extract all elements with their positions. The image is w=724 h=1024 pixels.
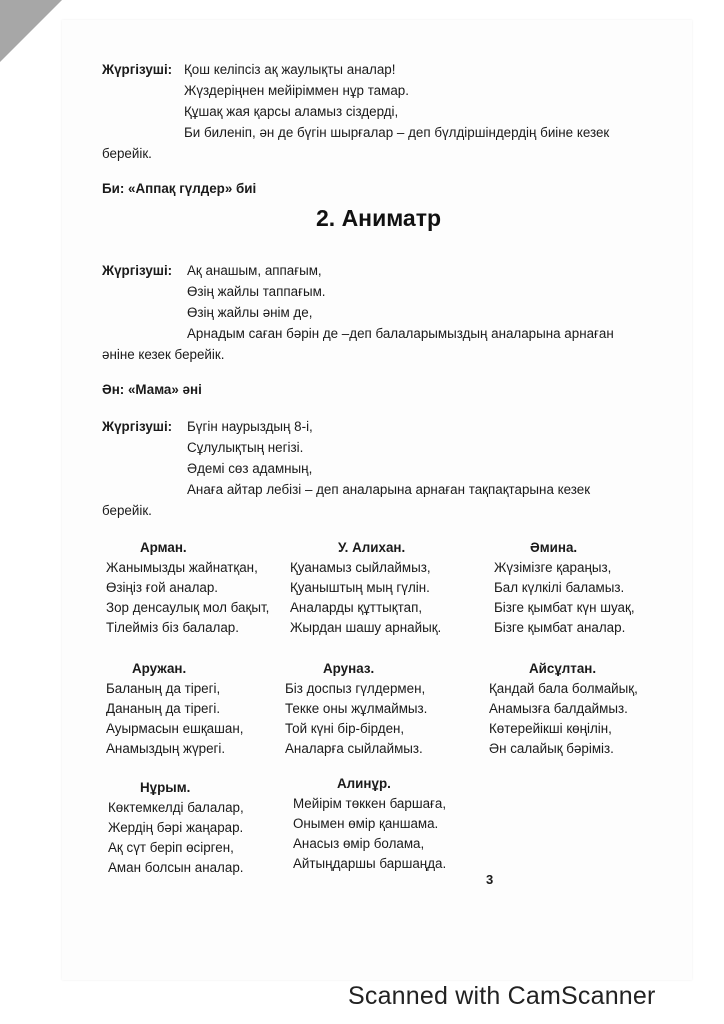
poem-line: Көктемкелді балалар, [108, 800, 244, 815]
host-line: Әдемі сөз адамның, [187, 461, 313, 476]
poem-author: Алинұр. [337, 776, 391, 791]
poem-line: Ақ сүт беріп өсірген, [108, 840, 234, 855]
poem-line: Тілейміз біз балалар. [106, 620, 239, 635]
poem-author: У. Алихан. [338, 540, 406, 555]
poem-line: Анасыз өмір болама, [293, 836, 425, 851]
host-line: Анаға айтар лебізі – деп аналарына арнаған тақпақтарына кезек [187, 482, 591, 497]
poem-arman [106, 538, 269, 638]
poem-line: Бізге қымбат аналар. [494, 620, 626, 635]
host-line: Қош келіпсіз ақ жаулықты аналар! [184, 62, 396, 77]
host-line: Арнадым саған бәрін де –деп балаларымыздың аналарына арнаған [187, 326, 614, 341]
host-line: Өзің жайлы әнім де, [187, 305, 313, 320]
host-label-3: Жүргізуші: [102, 419, 173, 434]
poem-aisultan [489, 659, 638, 759]
poem-line: Аман болсын аналар. [108, 860, 244, 875]
host-line: әніне кезек берейік. [102, 347, 225, 362]
host-line: Сұлулықтың негізі. [187, 440, 304, 455]
host-line: берейік. [102, 146, 152, 161]
poem-author: Аруназ. [323, 661, 375, 676]
poem-author: Нұрым. [140, 780, 191, 795]
poem-alikhan [290, 538, 441, 638]
poem-amina [494, 538, 635, 638]
poem-line: Қандай бала болмайық, [489, 681, 638, 696]
host-label-2: Жүргізуші: [102, 263, 173, 278]
poem-line: Бал күлкілі баламыз. [494, 580, 625, 595]
host-line: берейік. [102, 503, 152, 518]
poem-nurym [108, 778, 244, 878]
song-title: Ән: «Мама» әні [102, 382, 202, 397]
host-line: Ақ анашым, аппағым, [187, 263, 322, 278]
host-line: Өзің жайлы таппағым. [187, 284, 326, 299]
host-line: Би биленіп, ән де бүгін шырғалар – деп бүлдіршіндердің биіне кезек [184, 125, 610, 140]
section-heading: 2. Аниматр [316, 205, 442, 231]
poem-line: Өзіңіз ғой аналар. [106, 580, 219, 595]
poem-line: Жердің бәрі жаңарар. [108, 820, 244, 835]
poem-line: Аналарға сыйлаймыз. [285, 741, 423, 756]
poem-aruzhan [106, 659, 243, 759]
poem-line: Айтыңдаршы баршаңда. [293, 856, 447, 871]
poem-line: Анамыздың жүрегі. [106, 741, 226, 756]
poem-author: Әмина. [530, 540, 578, 555]
poem-alinur [293, 774, 446, 874]
poem-line: Ән салайық бәріміз. [489, 741, 614, 756]
poem-line: Текке оны жұлмаймыз. [285, 701, 428, 716]
host-line: Бүгін наурыздың 8-і, [187, 419, 313, 434]
page-number: 3 [486, 872, 494, 887]
poem-line: Зор денсаулық мол бақыт, [106, 600, 270, 615]
poem-line: Аналарды құттықтап, [290, 600, 423, 615]
poem-line: Жанымызды жайнатқан, [106, 560, 258, 575]
poem-line: Көтерейікші көңілін, [489, 721, 612, 736]
dance-title: Би: «Аппақ гүлдер» биі [102, 181, 257, 196]
poem-line: Онымен өмір қаншама. [293, 816, 439, 831]
poem-author: Арман. [140, 540, 187, 555]
poem-line: Жырдан шашу арнайық. [290, 620, 442, 635]
poem-line: Қуанамыз сыйлаймыз, [290, 560, 431, 575]
poem-line: Бізге қымбат күн шуақ, [494, 600, 635, 615]
host-label-1: Жүргізуші: [102, 62, 173, 77]
poem-arunaz [285, 659, 427, 759]
poem-line: Қуаныштың мың гүлін. [290, 580, 430, 595]
poem-line: Дананың да тірегі. [106, 701, 221, 716]
poem-author: Айсұлтан. [529, 661, 597, 676]
poem-line: Ауырмасын ешқашан, [106, 721, 244, 736]
poem-line: Той күні бір-бірден, [285, 721, 405, 736]
poem-line: Біз доспыз гүлдермен, [285, 681, 426, 696]
poem-line: Баланың да тірегі, [106, 681, 221, 696]
poem-line: Мейірім төккен баршаға, [293, 796, 447, 811]
poem-author: Аружан. [132, 661, 187, 676]
folded-page-corner [0, 0, 62, 62]
host-line: Жүздеріңнен мейіріммен нұр тамар. [184, 83, 409, 98]
poem-line: Анамызға балдаймыз. [489, 701, 628, 716]
camscanner-watermark: Scanned with CamScanner [348, 982, 656, 1010]
poem-line: Жүзімізге қараңыз, [494, 560, 612, 575]
host-line: Құшақ жая қарсы аламыз сіздерді, [184, 104, 399, 119]
